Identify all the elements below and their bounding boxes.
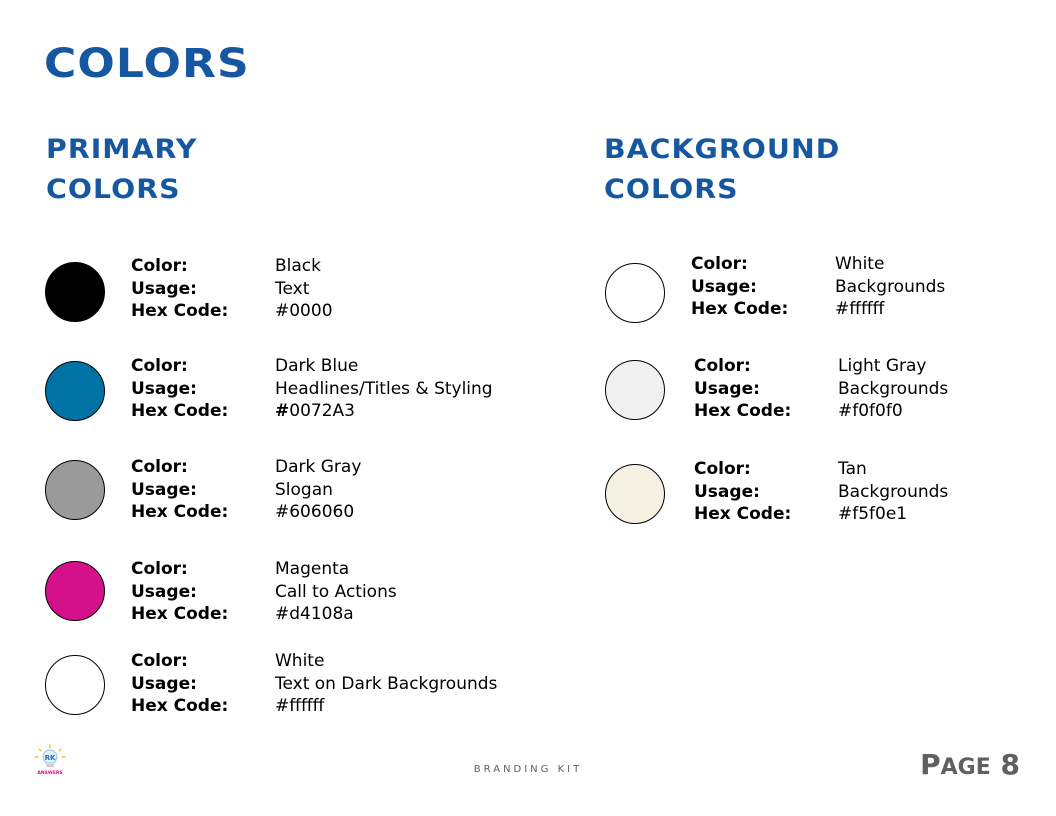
hex-label: Hex Code:	[694, 504, 792, 524]
page-label-first: P	[920, 748, 941, 781]
page-label-rest: AGE	[940, 755, 991, 780]
color-value: Tan	[838, 459, 867, 479]
color-info-bg-white	[691, 253, 945, 321]
color-label: Color:	[131, 559, 188, 579]
hex-value: #f0f0f0	[838, 401, 903, 421]
color-label: Color:	[131, 256, 188, 276]
color-value: Dark Gray	[275, 457, 362, 477]
usage-value: Backgrounds	[835, 276, 946, 297]
usage-label: Usage:	[131, 278, 197, 299]
usage-value: Slogan	[275, 479, 333, 500]
swatch-dark-blue	[45, 361, 105, 421]
color-label: Color:	[131, 651, 188, 671]
usage-label: Usage:	[131, 378, 197, 399]
color-value: Magenta	[275, 559, 350, 579]
primary-colors-heading	[46, 130, 197, 210]
usage-label: Usage:	[694, 481, 760, 502]
logo-subtext: ANSWERS	[37, 771, 63, 776]
color-info-black	[131, 255, 333, 323]
footer-branding-kit: BRANDING KIT	[473, 764, 583, 775]
background-colors-heading	[604, 130, 840, 210]
swatch-bg-tan	[605, 464, 665, 524]
logo-text: RK	[44, 754, 56, 762]
hex-label: Hex Code:	[691, 299, 789, 319]
swatch-magenta	[45, 561, 105, 621]
hex-label: Hex Code:	[694, 401, 792, 421]
swatch-bg-light-gray	[605, 360, 665, 420]
color-label: Color:	[691, 254, 748, 274]
hex-value: #ffffff	[835, 299, 885, 319]
usage-value: Text	[275, 278, 310, 299]
color-label: Color:	[131, 356, 188, 376]
usage-label: Usage:	[691, 276, 757, 297]
usage-value: Headlines/Titles & Styling	[275, 378, 493, 399]
primary-heading-line2: COLORS	[46, 174, 181, 205]
page-title: COLORS	[44, 41, 250, 87]
usage-label: Usage:	[131, 581, 197, 602]
hex-value: #ffffff	[275, 696, 325, 716]
hex-label: Hex Code:	[131, 604, 229, 624]
swatch-black	[45, 262, 105, 322]
primary-heading-line1: PRIMARY	[46, 134, 198, 165]
hex-label: Hex Code:	[131, 502, 229, 522]
background-heading-line2: COLORS	[604, 174, 739, 205]
color-info-bg-light-gray	[694, 355, 948, 423]
hex-value: #0000	[275, 301, 333, 321]
color-value: Black	[275, 256, 321, 276]
usage-label: Usage:	[131, 673, 197, 694]
page-number-value: 8	[1000, 748, 1020, 781]
swatch-bg-white	[605, 263, 665, 323]
color-value: White	[275, 651, 325, 671]
color-label: Color:	[694, 459, 751, 479]
hex-value: #606060	[275, 502, 355, 522]
color-value: Dark Blue	[275, 356, 359, 376]
hex-value: 0072A3	[289, 401, 355, 421]
hex-prefix: #	[275, 401, 290, 421]
color-info-magenta	[131, 558, 397, 626]
swatch-dark-gray	[45, 460, 105, 520]
hex-label: Hex Code:	[131, 401, 229, 421]
usage-label: Usage:	[131, 479, 197, 500]
usage-value: Call to Actions	[275, 581, 397, 602]
hex-label: Hex Code:	[131, 301, 229, 321]
usage-value: Backgrounds	[838, 378, 949, 399]
color-info-dark-blue	[131, 355, 493, 423]
color-label: Color:	[694, 356, 751, 376]
background-heading-line1: BACKGROUND	[604, 134, 841, 165]
color-value: Light Gray	[838, 356, 927, 376]
page-number	[920, 748, 1020, 781]
hex-label: Hex Code:	[131, 696, 229, 716]
swatch-white	[45, 655, 105, 715]
hex-value: #d4108a	[275, 604, 354, 624]
color-info-dark-gray	[131, 456, 361, 524]
color-label: Color:	[131, 457, 188, 477]
usage-value: Text on Dark Backgrounds	[275, 673, 498, 694]
color-info-white	[131, 650, 497, 718]
color-info-bg-tan	[694, 458, 948, 526]
usage-label: Usage:	[694, 378, 760, 399]
hex-value: #f5f0e1	[838, 504, 908, 524]
color-value: White	[835, 254, 885, 274]
usage-value: Backgrounds	[838, 481, 949, 502]
